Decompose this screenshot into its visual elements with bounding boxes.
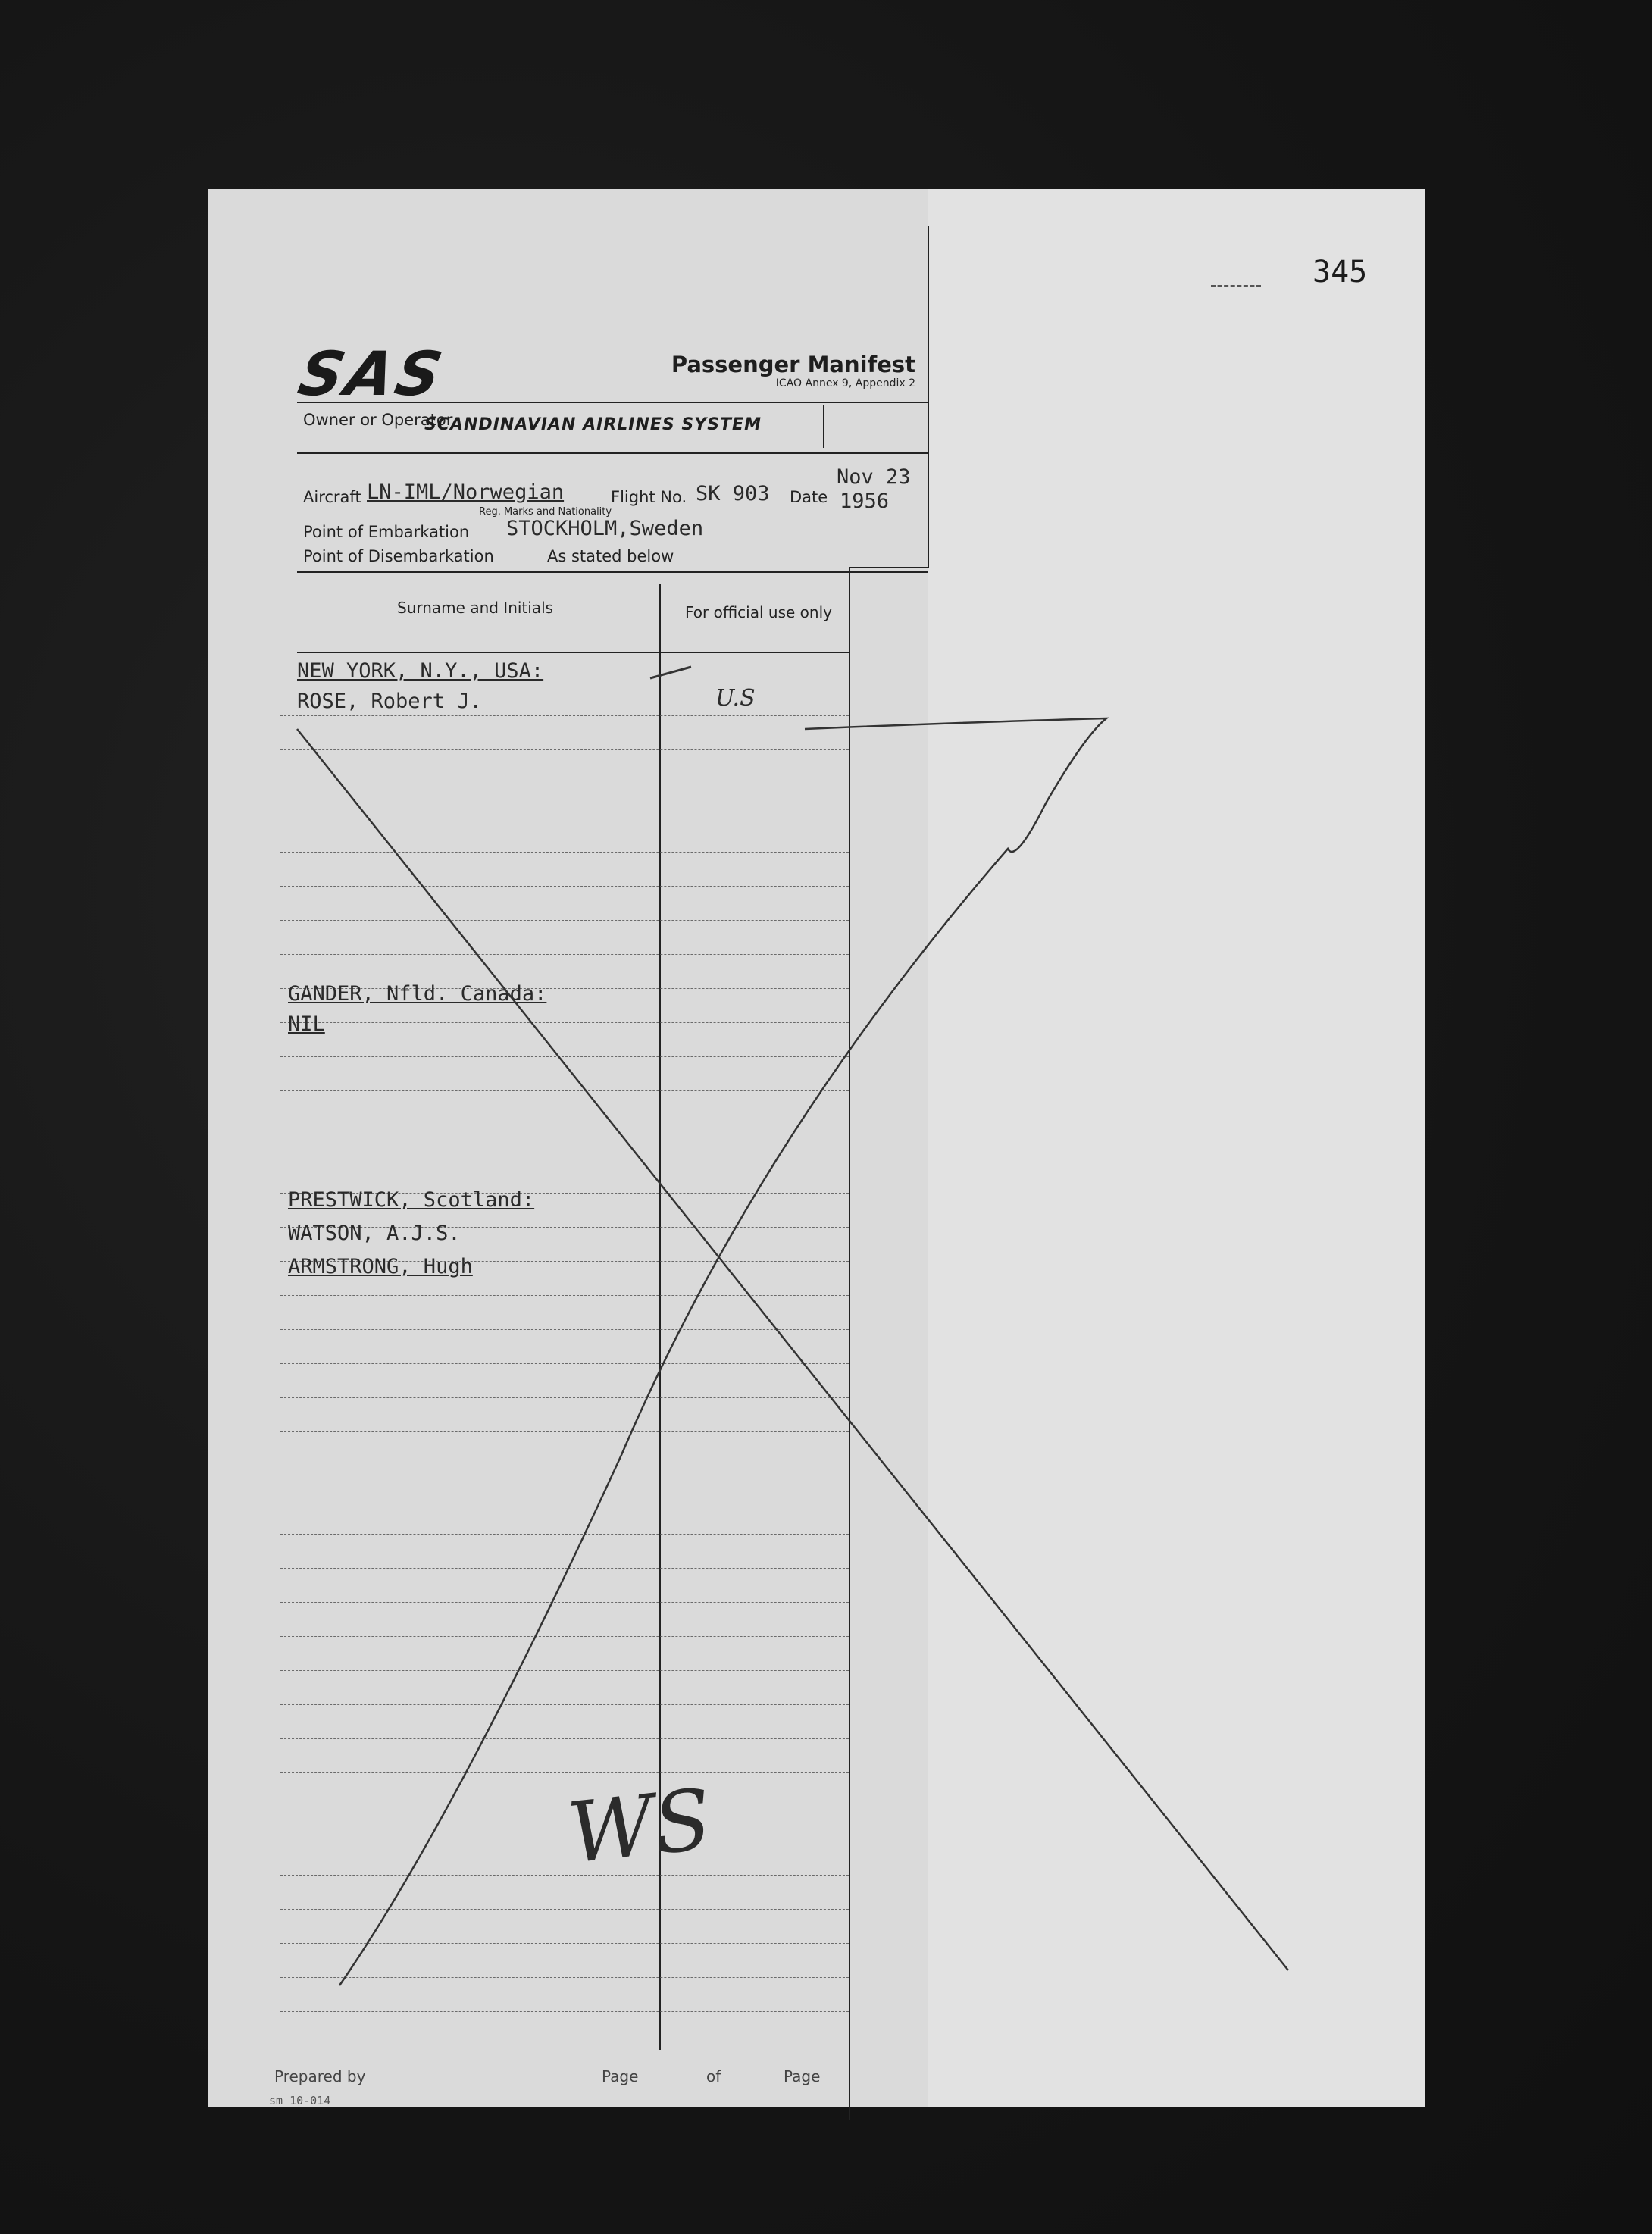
date-label: Date [790, 488, 828, 506]
form-title: Passenger Manifest [671, 352, 915, 377]
reg-marks-label: Reg. Marks and Nationality [479, 506, 612, 518]
flight-no-label: Flight No. [611, 488, 687, 506]
page-label: Page [602, 2067, 639, 2085]
check-mark-stroke [650, 667, 691, 678]
column-header-official: For official use only [685, 603, 832, 621]
passenger-nil: NIL [288, 1012, 325, 1036]
disembarkation-value: As stated below [547, 547, 674, 565]
sas-logo: SAS [293, 339, 452, 409]
handwritten-initials: WS [563, 1770, 716, 1882]
date-month-day: Nov 23 [837, 465, 911, 489]
destination-heading-gander: GANDER, Nfld. Canada: [288, 982, 547, 1006]
date-year: 1956 [840, 490, 890, 513]
cross-out-stroke-curved [339, 718, 1106, 1985]
page-number: 345 [1313, 255, 1368, 289]
embarkation-value: STOCKHOLM,Sweden [506, 517, 704, 540]
owner-label: Owner or Operator [303, 411, 453, 429]
official-note-us: U.S [715, 685, 756, 712]
owner-value: SCANDINAVIAN AIRLINES SYSTEM [424, 415, 762, 434]
embarkation-label: Point of Embarkation [303, 523, 470, 541]
column-header-surname: Surname and Initials [397, 599, 554, 617]
passenger-watson: WATSON, A.J.S. [288, 1222, 461, 1245]
destination-heading-new-york: NEW YORK, N.Y., USA: [297, 659, 544, 683]
disembarkation-label: Point of Disembarkation [303, 547, 494, 565]
passenger-armstrong: ARMSTRONG, Hugh [288, 1255, 473, 1278]
flight-no-value: SK 903 [696, 482, 770, 505]
aircraft-value: LN-IML/Norwegian [367, 480, 565, 504]
page-label-2: Page [784, 2067, 821, 2085]
prepared-by-label: Prepared by [274, 2067, 366, 2085]
form-code: sm 10-014 [269, 2094, 331, 2107]
aircraft-label: Aircraft [303, 488, 361, 506]
form-subtitle: ICAO Annex 9, Appendix 2 [775, 377, 915, 390]
cross-out-stroke-diagonal [297, 729, 1288, 1970]
passenger-rose: ROSE, Robert J. [297, 690, 482, 713]
of-label: of [706, 2067, 721, 2085]
destination-heading-prestwick: PRESTWICK, Scotland: [288, 1188, 535, 1212]
